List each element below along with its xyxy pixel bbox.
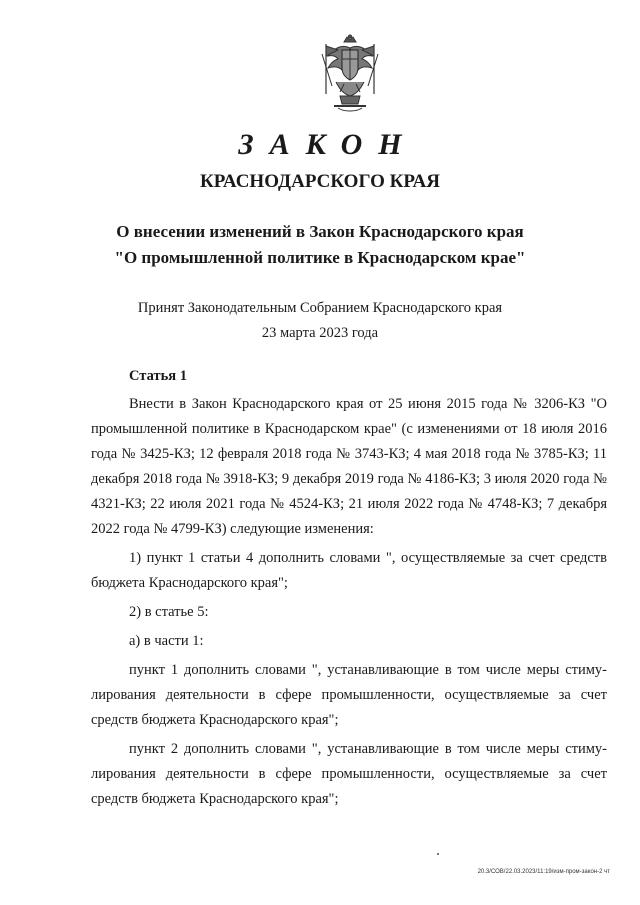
- adopted-by: Принят Законодательным Собранием Краснодарского края: [137, 300, 503, 316]
- law-title: ЗАКОН: [238, 128, 418, 161]
- adoption-date: 23 марта 2023 года: [261, 325, 379, 341]
- adoption-info: [0, 296, 640, 346]
- article-paragraph: пункт 1 дополнить словами ", устанавливающие в том числе меры стимулирования деятельности в сфере промышленности, осуществляемые за счет средств бюджета Краснодарского края";: [91, 662, 607, 728]
- region-title: КРАСНОДАРСКОГО КРАЯ: [199, 171, 441, 192]
- krasnodar-coat-of-arms-icon: [314, 34, 386, 114]
- subject-line-2: "О промышленной политике в Краснодарском крае": [114, 248, 526, 267]
- scan-dot: [437, 853, 439, 855]
- document-code: 20.3/СОВ/22.03.2023/11:19/изм-пром-закон-2 чт: [477, 869, 610, 875]
- article-body: [91, 364, 607, 816]
- article-paragraph: Внести в Закон Краснодарского края от 25 июня 2015 года № 3206-КЗ "О промышленной политике в Краснодарском крае" (с изменениями от 18 июля 2016 года № 3425-КЗ; 12 февраля 2018 года № 3743-КЗ; 4 мая 2018 года № 3785-КЗ; 11 декабря 2018 года № 3918-КЗ; 9 декабря 2019 года № 4186-КЗ; 3 июля 2020 года № 4321-КЗ; 22 июля 2021 года № 4524-КЗ; 21 июля 2022 года № 4748-КЗ; 7 декабря 2022 года № 4799-КЗ) следующие изменения:: [91, 396, 607, 537]
- article-paragraph: 1) пункт 1 статьи 4 дополнить словами ", осуществляемые за счет средств бюджета Краснодарского края";: [91, 550, 607, 591]
- article-paragraph: пункт 2 дополнить словами ", устанавливающие в том числе меры стимулирования деятельности в сфере промышленности, осуществляемые за счет средств бюджета Краснодарского края";: [91, 741, 607, 807]
- article-paragraph: а) в части 1:: [129, 633, 204, 649]
- subject-line-1: О внесении изменений в Закон Краснодарского края: [116, 222, 524, 241]
- article-title: Статья 1: [129, 368, 187, 384]
- article-paragraph: 2) в статье 5:: [129, 604, 209, 620]
- law-subject: [0, 219, 640, 271]
